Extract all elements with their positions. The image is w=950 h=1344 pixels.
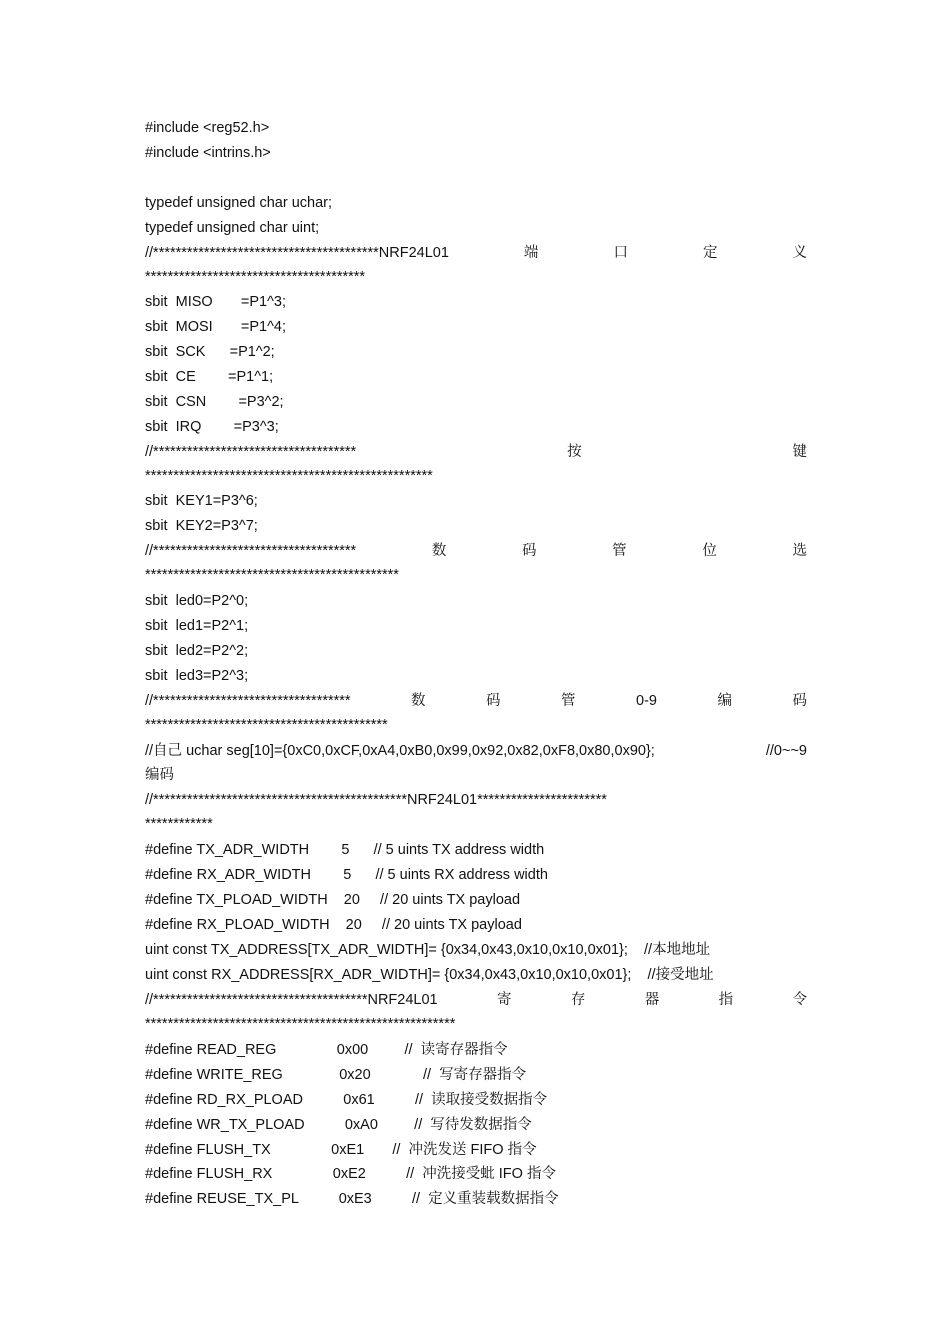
comment-text: 器 bbox=[644, 992, 660, 1008]
code-line: //*********************************************NRF24L01*********************** bbox=[145, 792, 607, 808]
comment-text: 选 bbox=[792, 543, 807, 559]
code-line: ************ bbox=[145, 816, 213, 832]
comment-text: 键 bbox=[792, 444, 807, 460]
code-line: sbit MISO =P1^3; bbox=[145, 294, 286, 310]
code-line: sbit MOSI =P1^4; bbox=[145, 319, 286, 335]
comment-text: 口 bbox=[613, 245, 628, 261]
comment-heading-registers bbox=[145, 988, 807, 1013]
code-line-seg bbox=[145, 739, 807, 764]
comment-text: 定 bbox=[702, 245, 718, 261]
code-line: sbit led2=P2^2; bbox=[145, 643, 249, 659]
code-line: typedef unsigned char uint; bbox=[145, 220, 320, 236]
code-line: ******************************************* bbox=[145, 717, 388, 733]
code-line: #define READ_REG 0x00 // 读寄存器指令 bbox=[145, 1042, 508, 1058]
code-line: 编码 bbox=[145, 767, 174, 783]
code-line: sbit CE =P1^1; bbox=[145, 369, 274, 385]
code-line: #define FLUSH_TX 0xE1 // 冲洗发送 FIFO 指令 bbox=[145, 1142, 537, 1158]
code-line: #include <intrins.h> bbox=[145, 145, 271, 161]
comment-text: 寄 bbox=[496, 992, 512, 1008]
code-line: sbit KEY1=P3^6; bbox=[145, 493, 258, 509]
code-line: #define RD_RX_PLOAD 0x61 // 读取接受数据指令 bbox=[145, 1092, 548, 1108]
comment-text: 数 bbox=[411, 693, 426, 709]
comment-heading-digit-select bbox=[145, 539, 807, 564]
comment-text: 0-9 bbox=[636, 693, 657, 709]
code-line: #define WRITE_REG 0x20 // 写寄存器指令 bbox=[145, 1067, 527, 1083]
code-line: #include <reg52.h> bbox=[145, 120, 270, 136]
comment-text: 数 bbox=[431, 543, 447, 559]
comment-text: 编 bbox=[717, 693, 732, 709]
code-line: typedef unsigned char uchar; bbox=[145, 195, 333, 211]
comment-text: 码 bbox=[522, 543, 537, 559]
comment-text: //****************************************NRF24L01 bbox=[145, 245, 449, 261]
code-line: sbit SCK =P1^2; bbox=[145, 344, 275, 360]
code-line: *************************************** bbox=[145, 269, 366, 285]
comment-text: //************************************ bbox=[145, 444, 357, 460]
code-line: #define WR_TX_PLOAD 0xA0 // 写待发数据指令 bbox=[145, 1117, 532, 1133]
code-text: //自己 uchar seg[10]={0xC0,0xCF,0xA4,0xB0,0x99,0x92,0x82,0xF8,0x80,0x90}; bbox=[145, 743, 655, 759]
comment-heading-digit-codes bbox=[145, 689, 807, 714]
comment-text: 令 bbox=[792, 992, 807, 1008]
code-line: sbit led0=P2^0; bbox=[145, 593, 249, 609]
comment-text: 存 bbox=[570, 992, 586, 1008]
comment-text: 位 bbox=[702, 543, 717, 559]
code-line: *************************************************** bbox=[145, 468, 433, 484]
code-line: ********************************************* bbox=[145, 567, 399, 583]
code-line: #define RX_PLOAD_WIDTH 20 // 20 uints TX payload bbox=[145, 917, 522, 933]
comment-text: 管 bbox=[612, 543, 627, 559]
comment-text: 码 bbox=[486, 693, 501, 709]
code-line: #define TX_ADR_WIDTH 5 // 5 uints TX address width bbox=[145, 842, 545, 858]
code-line: sbit led3=P2^3; bbox=[145, 668, 249, 684]
code-line: sbit IRQ =P3^3; bbox=[145, 419, 279, 435]
comment-text: 按 bbox=[567, 444, 582, 460]
comment-text: //**************************************NRF24L01 bbox=[145, 992, 438, 1008]
comment-text: //0~~9 bbox=[765, 743, 807, 759]
code-line: #define TX_PLOAD_WIDTH 20 // 20 uints TX payload bbox=[145, 892, 521, 908]
code-line: #define FLUSH_RX 0xE2 // 冲洗接受蚍 IFO 指令 bbox=[145, 1166, 556, 1182]
code-line: #define RX_ADR_WIDTH 5 // 5 uints RX address width bbox=[145, 867, 548, 883]
comment-text: 义 bbox=[792, 245, 807, 261]
comment-heading-keys bbox=[145, 440, 807, 465]
comment-text: //************************************ bbox=[145, 543, 357, 559]
code-line: sbit KEY2=P3^7; bbox=[145, 518, 258, 534]
comment-text: 管 bbox=[561, 693, 576, 709]
code-line: uint const RX_ADDRESS[RX_ADR_WIDTH]= {0x34,0x43,0x10,0x10,0x01}; //接受地址 bbox=[145, 967, 714, 983]
comment-text: 端 bbox=[523, 245, 539, 261]
code-line: sbit led1=P2^1; bbox=[145, 618, 249, 634]
comment-text: 码 bbox=[792, 693, 807, 709]
comment-text: 指 bbox=[718, 992, 734, 1008]
code-line: ******************************************************* bbox=[145, 1016, 456, 1032]
code-line: uint const TX_ADDRESS[TX_ADR_WIDTH]= {0x34,0x43,0x10,0x10,0x01}; //本地地址 bbox=[145, 942, 711, 958]
comment-heading-port bbox=[145, 241, 807, 266]
code-line: sbit CSN =P3^2; bbox=[145, 394, 284, 410]
comment-text: //*********************************** bbox=[145, 693, 351, 709]
code-line: #define REUSE_TX_PL 0xE3 // 定义重装载数据指令 bbox=[145, 1191, 559, 1207]
